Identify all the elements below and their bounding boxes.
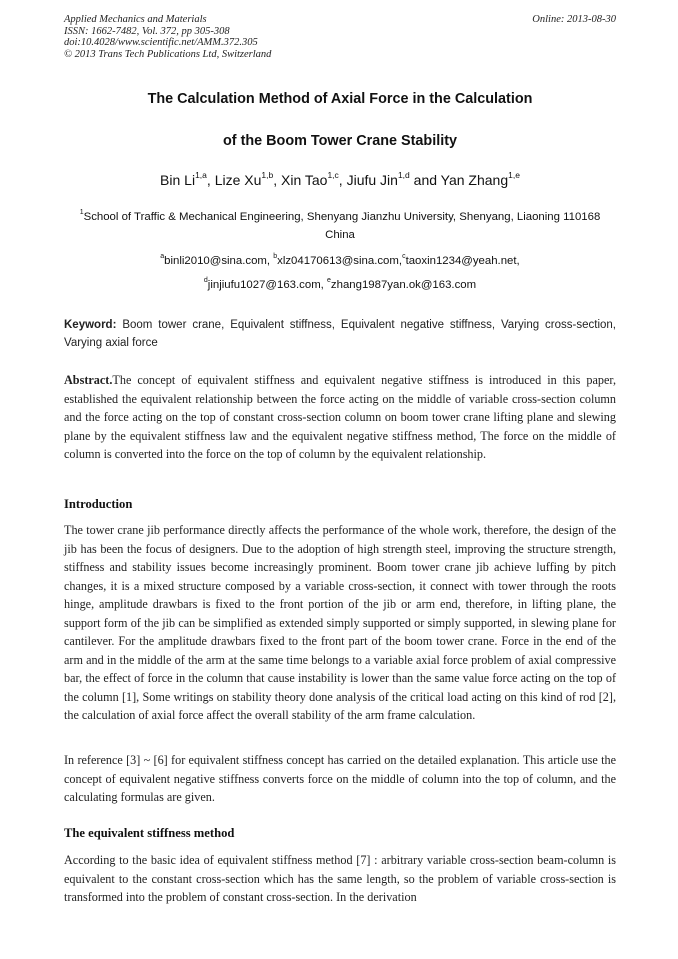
author-affiliation-mark: 1,d: [397, 170, 410, 180]
equivalent-stiffness-heading: The equivalent stiffness method: [64, 826, 235, 840]
email-mark-a: a: [160, 253, 165, 260]
email-e[interactable]: zhang1987yan.ok@163.com: [330, 279, 477, 291]
author-name: Yan Zhang: [440, 172, 509, 188]
journal-name: Applied Mechanics and Materials: [64, 14, 207, 25]
introduction-paragraph-1: The tower crane jib performance directly affects the performance of the whole work, therefore, the design of the jib has been the focus of designers. Due to the adoption of high strength steel, improving the structure strength, stiffness and stability issues become increasingly prominent. Boom tower crane jib achieve luffing by pitch changes, it is a mixed structure composed by a variable cross-section, it connect with tower through the roots hinge, amplitude drawbars is fixed to the front portion of the jib or arm end, therefore, in lifting plane, the support form of the jib can be simplified as extended simply supported or simply supported, in slewing plane for cantilever. For the amplitude drawbars fixed to the front part of the boom tower crane. Force in the end of the arm and in the middle of the arm at the same time belongs to a variable axial force problem of axial compressive bar, the effect of force in the column that cause instability is lower than the same value force acting on the top of the column [1], Some writings on stability theory done analysis of the critical load acting on this kind of rod [2], the calculation of axial force affect the overall stability of the arm frame calculation.: [64, 523, 616, 722]
author-name: Bin Li: [160, 172, 196, 188]
abstract: [64, 371, 616, 464]
paper-title-line-2: of the Boom Tower Crane Stability: [222, 133, 457, 149]
abstract-label: Abstract.: [64, 373, 113, 387]
author-name: Jiufu Jin: [346, 172, 398, 188]
online-date: Online: 2013-08-30: [532, 14, 616, 25]
author-name: Xin Tao: [281, 172, 328, 188]
keywords-text: Boom tower crane, Equivalent stiffness, Equivalent negative stiffness, Varying cross-section, Varying axial force: [64, 319, 616, 349]
email-a[interactable]: binli2010@sina.com,: [164, 255, 274, 267]
email-mark-d: d: [203, 277, 208, 284]
email-mark-e: e: [327, 277, 331, 284]
keywords-label: Keyword:: [64, 319, 117, 331]
abstract-text: The concept of equivalent stiffness and equivalent negative stiffness is introduced in this paper, established the equivalent relationship between the force acting on the middle of variable cross-section column and the force acting on the top of constant cross-section column on boom tower crane lifting plane and slewing plane by the equivalent stiffness law and the equivalent negative stiffness method, The force on the middle of column is converted into the force on the top of column by the equivalent relationship.: [64, 373, 616, 461]
affiliation-mark: 1: [79, 209, 84, 216]
introduction-heading: Introduction: [64, 497, 133, 511]
author-affiliation-mark: 1,b: [261, 170, 274, 180]
affiliation: [64, 208, 616, 244]
author-affiliation-mark: 1,a: [195, 170, 207, 180]
email-mark-b: b: [273, 253, 278, 260]
email-mark-c: c: [402, 253, 406, 260]
equivalent-stiffness-paragraph: According to the basic idea of equivalent stiffness method [7] : arbitrary variable cross-section beam-column is equivalent to the constant cross-section which has the same length, so the problem of variable cross-section is transformed into the problem of constant cross-section. In the derivation: [64, 853, 616, 904]
email-b[interactable]: xlz04170613@sina.com,: [277, 255, 403, 267]
author-separator: ,: [338, 172, 347, 188]
email-line-1: [64, 252, 616, 270]
author-affiliation-mark: 1,e: [508, 170, 520, 180]
paper-title-line-1: The Calculation Method of Axial Force in the Calculation: [147, 91, 533, 107]
doi-line: doi:10.4028/www.scientific.net/AMM.372.305: [64, 37, 258, 48]
email-d[interactable]: jinjiufu1027@163.com,: [207, 279, 328, 291]
copyright-line: © 2013 Trans Tech Publications Ltd, Switzerland: [64, 48, 272, 60]
email-line-2: [64, 276, 616, 294]
author-affiliation-mark: 1,c: [327, 170, 339, 180]
issn-line: ISSN: 1662-7482, Vol. 372, pp 305-308: [64, 25, 230, 37]
publication-header: [64, 14, 616, 60]
author-separator: ,: [206, 172, 215, 188]
keywords: [64, 316, 616, 352]
author-separator: and: [409, 172, 441, 188]
author-list: [64, 172, 616, 188]
author-name: Lize Xu: [214, 172, 262, 188]
author-separator: ,: [273, 172, 281, 188]
affiliation-text: School of Traffic & Mechanical Engineering, Shenyang Jianzhu University, Shenyang, Liaoning 110168 China: [83, 211, 601, 241]
email-c[interactable]: taoxin1234@yeah.net,: [405, 255, 520, 267]
introduction-paragraph-2: In reference [3] ~ [6] for equivalent stiffness concept has carried on the detailed explanation. This article use the concept of equivalent negative stiffness converts force on the middle of column into the top of column, and the calculating formulas are given.: [64, 753, 616, 804]
